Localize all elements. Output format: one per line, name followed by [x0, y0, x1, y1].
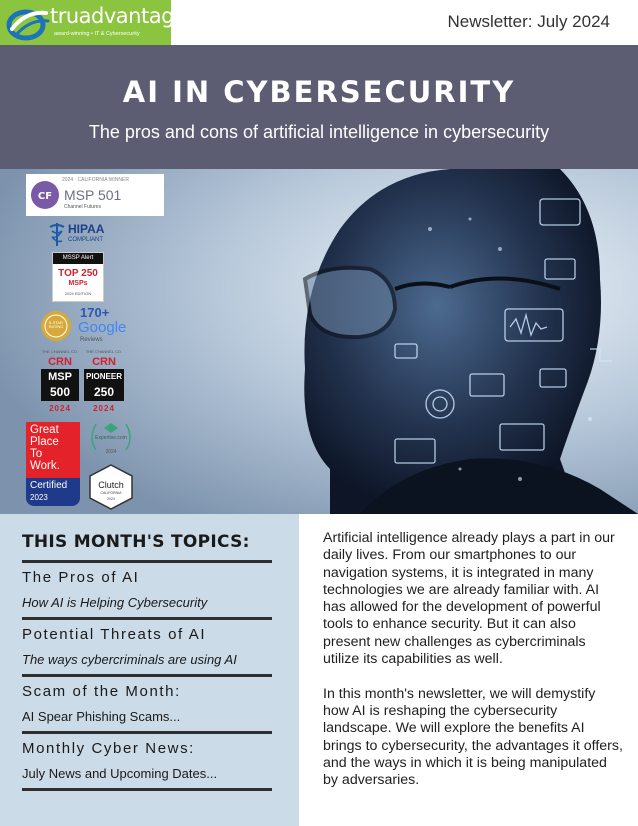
msp501-badge [26, 174, 164, 216]
logo-wordmark: truadvantage [50, 4, 187, 28]
topics-heading: THIS MONTH'S TOPICS: [22, 532, 250, 552]
crn-pioneer250-badge [84, 350, 124, 416]
caduceus-icon [48, 221, 66, 247]
intro-article [323, 530, 623, 807]
topics-divider [22, 788, 272, 791]
clutch-brand: Clutch [98, 480, 124, 490]
google-reviews-badge [40, 306, 150, 346]
mssp-alert-badge [52, 252, 104, 302]
hipaa-badge [46, 220, 126, 248]
crn1-caption: THE CHANNEL CO. [41, 349, 79, 354]
google-review-count: 170+ [80, 305, 110, 320]
truadvantage-logo[interactable] [0, 0, 187, 45]
topic-subtitle-news[interactable]: July News and Upcoming Dates... [22, 766, 218, 781]
topics-divider [22, 617, 272, 620]
channel-futures-icon [30, 180, 60, 210]
crn2-name: PIONEER [85, 372, 122, 381]
mssp-msps: MSPs [68, 280, 88, 287]
clutch-region: CALIFORNIA [100, 491, 122, 495]
newsletter-date: Newsletter: July 2024 [447, 12, 610, 31]
gptw-certified: Certified [30, 480, 68, 491]
topics-divider [22, 731, 272, 734]
clutch-badge [88, 464, 134, 510]
mssp-edition: 2024 EDITION [64, 291, 92, 296]
logo-tagline: award-winning • IT & Cybersecurity [54, 31, 140, 37]
crn2-brand: CRN [92, 356, 116, 368]
awards-column [24, 172, 166, 510]
expertise-brand: Expertise.com [95, 435, 127, 441]
expertise-badge [86, 420, 136, 460]
gptw-line-4: Work. [30, 460, 60, 472]
topic-title-news[interactable]: Monthly Cyber News: [22, 740, 195, 757]
gptw-line-1: Great [30, 424, 59, 436]
hipaa-sublabel: COMPLIANT [68, 237, 104, 243]
great-place-to-work-badge [26, 422, 80, 508]
topic-title-threats[interactable]: Potential Threats of AI [22, 626, 207, 643]
page-title: AI IN CYBERSECURITY [122, 75, 516, 109]
intro-paragraph-2: In this month's newsletter, we will demystify how AI is reshaping the cybersecurity landscape. We will explore the benefits AI brings to cybersecurity, the advantages it offers, and the ways in which it is being manipulated by adversaries. [323, 685, 623, 789]
gptw-line-3: To [30, 448, 43, 460]
crn-msp500-badge [41, 350, 79, 416]
crn2-year: 2024 [93, 404, 115, 413]
msp501-caption: 2024 · CALIFORNIA WINNER [62, 177, 129, 183]
swirl-logo-icon [6, 5, 50, 41]
gptw-year: 2023 [30, 493, 48, 502]
mssp-top250: TOP 250 [58, 268, 98, 279]
hipaa-label: HIPAA [68, 222, 105, 236]
topic-subtitle-threats[interactable]: The ways cybercriminals are using AI [22, 652, 237, 667]
crn2-caption: THE CHANNEL CO. [85, 349, 123, 354]
google-wordmark-text: Google [78, 319, 127, 336]
crn1-name: MSP [48, 371, 72, 383]
topic-subtitle-scam[interactable]: AI Spear Phishing Scams... [22, 709, 181, 724]
google-reviews-label: Reviews [80, 337, 103, 343]
google-wordmark [78, 320, 126, 335]
clutch-year: 2024 [107, 497, 115, 501]
topics-panel [0, 514, 299, 826]
crn2-number: 250 [93, 385, 115, 399]
gptw-line-2: Place [30, 436, 59, 448]
crn1-number: 500 [49, 385, 71, 399]
page-subtitle: The pros and cons of artificial intelligence in cybersecurity [88, 122, 550, 142]
svg-text:CF: CF [37, 191, 53, 202]
crn1-year: 2024 [49, 404, 71, 413]
mssp-alert-header: MSSP Alert [53, 253, 103, 264]
intro-paragraph-1: Artificial intelligence already plays a part in our daily lives. From our smartphones to our navigation systems, it is integrated in many technologies we are already familiar with. AI has allowed for the development of powerful tools to enhance security. But it can also present new challenges as cybercriminals utilize its capabilities as well. [323, 530, 615, 668]
crn1-brand: CRN [48, 356, 72, 368]
msp501-org: Channel Futures [64, 204, 101, 210]
header-bar [0, 0, 638, 45]
topics-divider [22, 560, 272, 563]
topics-divider [22, 674, 272, 677]
msp501-name: MSP 501 [64, 187, 122, 203]
topic-title-scam[interactable]: Scam of the Month: [22, 683, 181, 700]
expertise-year: 2024 [105, 449, 117, 455]
topic-subtitle-pros[interactable]: How AI is Helping Cybersecurity [22, 595, 208, 610]
five-star-caption: 5-STAR RATING [48, 320, 64, 329]
topic-title-pros[interactable]: The Pros of AI [22, 569, 140, 586]
title-banner [0, 45, 638, 169]
